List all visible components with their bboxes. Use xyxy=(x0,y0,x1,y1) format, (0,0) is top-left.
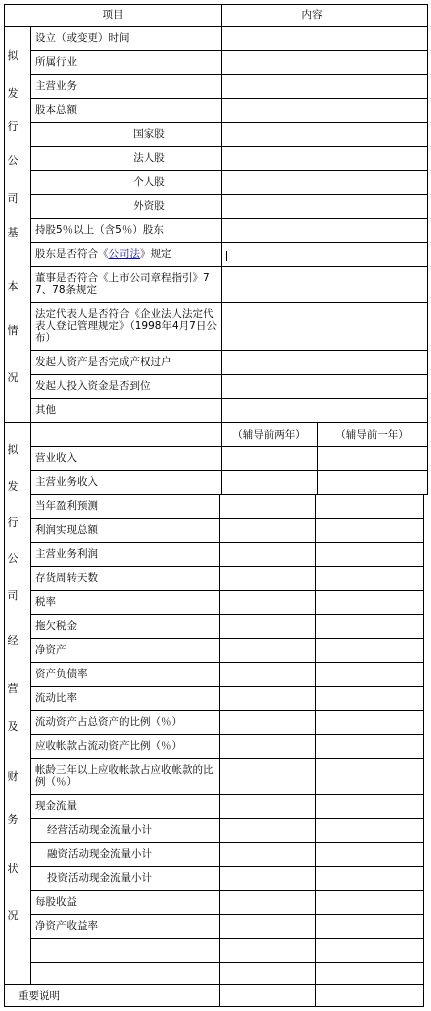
row-divider xyxy=(30,470,428,471)
row-label-legal-person-shares: 法人股 xyxy=(133,152,165,164)
row-divider xyxy=(30,170,428,171)
row-label-important-note: 重要说明 xyxy=(18,990,60,1002)
row-divider xyxy=(30,566,424,567)
row-label-state-shares: 国家股 xyxy=(133,128,165,140)
side-char: 及 xyxy=(7,720,19,733)
border-top xyxy=(4,4,428,5)
side-char: 发 xyxy=(7,480,19,493)
row-label-legal-rep-compliance: 法定代表人是否符合《企业法人法定代表人登记管理规定》（1998年4月7日公布） xyxy=(35,308,217,344)
row-label-eps: 每股收益 xyxy=(35,896,77,908)
row-divider xyxy=(30,350,428,351)
side-char: 本 xyxy=(7,280,19,293)
row-label-shareholder-compliance xyxy=(35,248,172,260)
row-label-main-business-revenue: 主营业务收入 xyxy=(35,476,98,488)
row-label-cash-flow: 现金流量 xyxy=(35,800,77,812)
border-bottom xyxy=(4,1006,424,1007)
row-divider xyxy=(30,758,424,759)
row-label-profit-forecast: 当年盈利预测 xyxy=(35,500,98,512)
row-divider xyxy=(30,494,428,495)
row-label-financing-cash-flow: 融资活动现金流量小计 xyxy=(47,848,152,860)
row-divider xyxy=(30,542,424,543)
side-char: 行 xyxy=(7,120,19,133)
row-label-establish-time: 设立（或变更）时间 xyxy=(35,32,130,44)
item-content-divider xyxy=(221,422,222,494)
row-divider xyxy=(30,938,424,939)
row-divider xyxy=(30,686,424,687)
row-label-capital-in-place: 发起人投入资金是否到位 xyxy=(35,380,151,392)
side-char: 司 xyxy=(7,589,19,602)
side-char: 发 xyxy=(7,87,19,100)
side-char: 状 xyxy=(7,862,19,875)
row-label-total-shares: 股本总额 xyxy=(35,104,77,116)
shareholder-prefix: 股东是否符合《 xyxy=(35,248,109,260)
item-content-divider xyxy=(221,4,222,422)
side-char: 拟 xyxy=(7,49,19,62)
year-column-divider xyxy=(315,494,316,1007)
row-divider xyxy=(30,218,428,219)
row-divider xyxy=(30,890,424,891)
row-divider xyxy=(30,842,424,843)
row-label-investing-cash-flow: 投资活动现金流量小计 xyxy=(47,872,152,884)
row-label-operating-cash-flow: 经营活动现金流量小计 xyxy=(47,824,152,836)
border-right xyxy=(427,4,428,494)
row-divider xyxy=(30,638,424,639)
row-label-main-business-profit: 主营业务利润 xyxy=(35,548,98,560)
row-divider xyxy=(30,710,424,711)
row-label-current-ratio: 流动比率 xyxy=(35,692,77,704)
row-divider xyxy=(30,242,428,243)
col-header-one-year: （辅导前一年） xyxy=(335,429,409,441)
row-divider xyxy=(30,302,428,303)
side-char: 公 xyxy=(7,552,19,565)
text-cursor xyxy=(226,251,227,261)
row-divider xyxy=(30,122,428,123)
header-content-label: 内容 xyxy=(301,9,323,21)
row-label-main-business: 主营业务 xyxy=(35,80,77,92)
side-char: 行 xyxy=(7,516,19,529)
row-label-debt-ratio: 资产负债率 xyxy=(35,668,88,680)
side-char: 财 xyxy=(7,770,19,783)
row-divider xyxy=(30,866,424,867)
row-label-current-assets-share: 流动资产占总资产的比例（％） xyxy=(35,716,182,728)
row-divider xyxy=(30,518,424,519)
row-label-total-profit: 利润实现总额 xyxy=(35,524,98,536)
row-label-major-shareholders: 持股5％以上（含5％）股东 xyxy=(35,224,164,236)
side-char: 经 xyxy=(7,634,19,647)
row-divider xyxy=(30,818,424,819)
row-label-director-compliance: 董事是否符合《上市公司章程指引》77、78条规定 xyxy=(35,272,210,296)
side-char: 情 xyxy=(7,324,19,337)
side-char: 基 xyxy=(7,226,19,239)
side-char: 营 xyxy=(7,682,19,695)
row-divider xyxy=(30,962,424,963)
row-divider xyxy=(30,590,424,591)
row-divider xyxy=(30,74,428,75)
row-label-roe: 净资产收益率 xyxy=(35,920,98,932)
company-law-link[interactable]: 公司法 xyxy=(108,248,140,260)
row-divider xyxy=(30,50,428,51)
row-divider xyxy=(30,446,428,447)
row-divider xyxy=(30,146,428,147)
side-char: 司 xyxy=(7,192,19,205)
row-divider xyxy=(30,614,424,615)
side-column-divider xyxy=(30,26,31,984)
row-divider xyxy=(30,794,424,795)
row-divider xyxy=(30,398,428,399)
row-label-operating-revenue: 营业收入 xyxy=(35,452,77,464)
border-right xyxy=(423,494,424,1007)
row-label-aged-receivables: 帐龄三年以上应收帐款占应收帐款的比例（％） xyxy=(35,764,214,788)
row-label-inventory-turnover-days: 存货周转天数 xyxy=(35,572,98,584)
side-char: 况 xyxy=(7,371,19,384)
item-content-divider xyxy=(219,494,220,1007)
row-label-individual-shares: 个人股 xyxy=(133,176,165,188)
year-column-divider xyxy=(317,422,318,494)
row-divider xyxy=(30,662,424,663)
row-label-foreign-shares: 外资股 xyxy=(133,200,165,212)
row-divider xyxy=(30,374,428,375)
side-char: 务 xyxy=(7,813,19,826)
side-char: 拟 xyxy=(7,443,19,456)
row-divider xyxy=(30,266,428,267)
col-header-two-years: （辅导前两年） xyxy=(232,429,306,441)
row-divider xyxy=(30,98,428,99)
shareholder-suffix: 》规定 xyxy=(140,248,172,260)
row-label-industry: 所属行业 xyxy=(35,56,77,68)
header-item-label: 项目 xyxy=(102,9,124,21)
section-divider xyxy=(4,984,424,985)
row-label-other: 其他 xyxy=(35,404,56,416)
row-label-receivables-share: 应收帐款占流动资产比例（％） xyxy=(35,740,182,752)
row-label-asset-transfer: 发起人资产是否完成产权过户 xyxy=(35,356,172,368)
side-char: 况 xyxy=(7,909,19,922)
row-label-tax-rate: 税率 xyxy=(35,596,56,608)
row-divider xyxy=(30,734,424,735)
row-divider xyxy=(30,914,424,915)
row-label-net-assets: 净资产 xyxy=(35,644,67,656)
header-divider xyxy=(4,26,428,27)
row-divider xyxy=(30,194,428,195)
row-label-tax-arrears: 拖欠税金 xyxy=(35,620,77,632)
side-char: 公 xyxy=(7,154,19,167)
section-divider xyxy=(4,422,428,423)
